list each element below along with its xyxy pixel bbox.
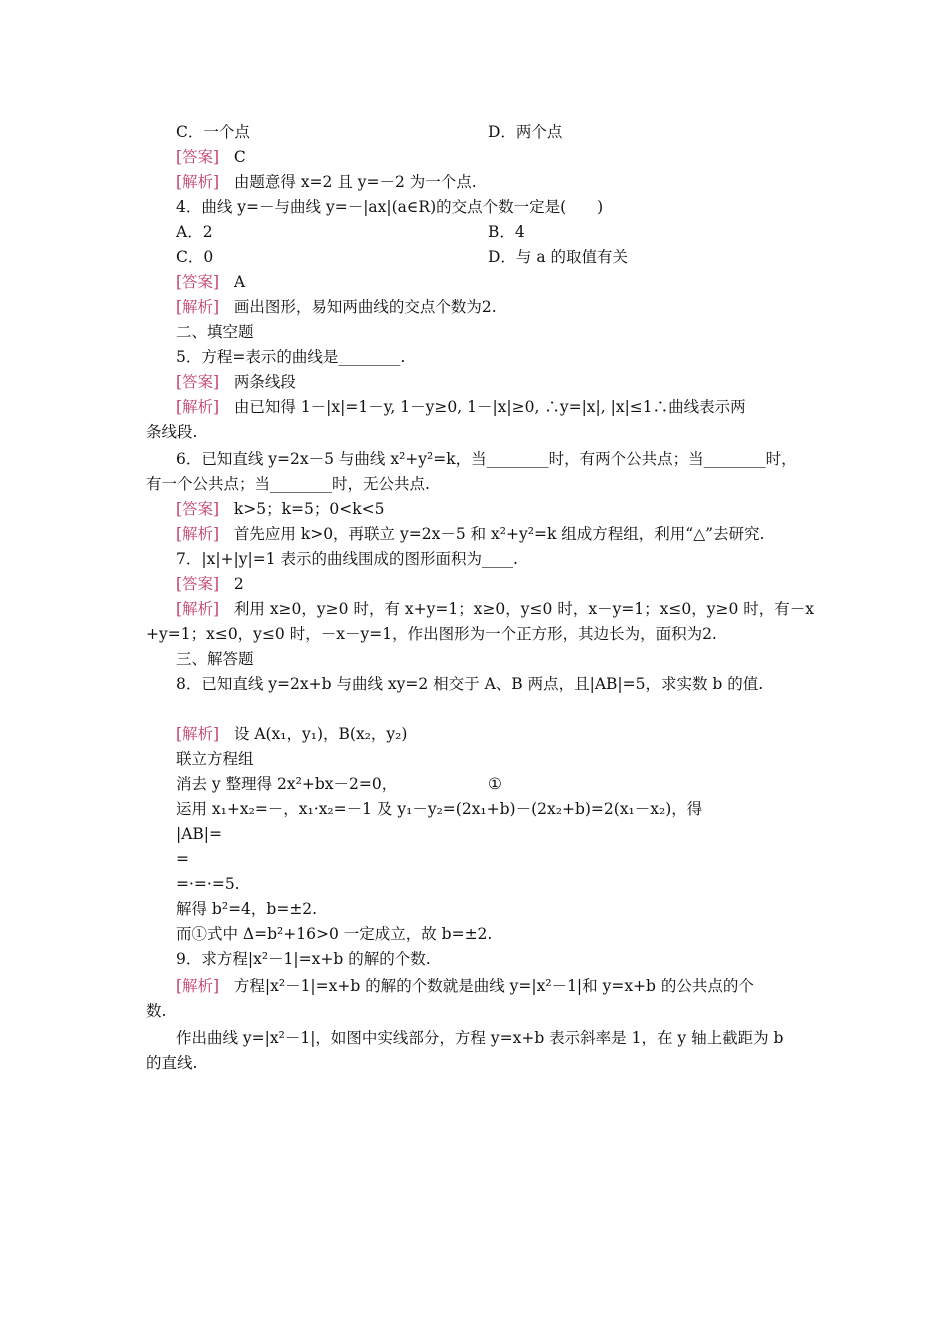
q9-stem: 9．求方程|x²－1|=x+b 的解的个数. [176, 950, 431, 968]
q7-analysis-cont: +y=1；x≤0，y≤0 时，－x－y=1，作出图形为一个正方形，其边长为，面积为2. [146, 625, 717, 643]
q6-stem-cont: 有一个公共点；当________时，无公共点. [146, 475, 430, 493]
answer-tag: [答案] [176, 273, 220, 291]
q4-analysis-line [176, 297, 497, 317]
q6-answer-line [176, 499, 384, 519]
answer-tag: [答案] [176, 148, 220, 166]
q9-line-3: 作出曲线 y=|x²－1|，如图中实线部分，方程 y=x+b 表示斜率是 1，在 y 轴上截距为 b [176, 1029, 784, 1047]
q8-line-5: |AB|= [176, 825, 223, 843]
q6-analysis-line [176, 524, 764, 544]
analysis-tag: [解析] [176, 600, 220, 618]
q3-option-c: C．一个点 [176, 123, 250, 141]
q8-line-7: =·=·=5. [176, 875, 240, 893]
analysis-tag: [解析] [176, 173, 220, 191]
answer-tag: [答案] [176, 373, 220, 391]
answer-tag: [答案] [176, 575, 220, 593]
analysis-tag: [解析] [176, 398, 220, 416]
analysis-tag: [解析] [176, 977, 220, 995]
q8-stem: 8．已知直线 y=2x+b 与曲线 xy=2 相交于 A、B 两点，且|AB|=5，求实数 b 的值. [176, 675, 764, 693]
answer-tag: [答案] [176, 500, 220, 518]
q4-analysis: 画出图形，易知两曲线的交点个数为2. [233, 298, 497, 316]
q6-answer: k>5；k=5；0<k<5 [233, 500, 385, 518]
q4-option-b: B．4 [488, 223, 525, 241]
q7-answer: 2 [233, 575, 244, 593]
section-heading-solve: 三、解答题 [176, 650, 254, 668]
q8-line-4: 运用 x₁+x₂=－，x₁·x₂=－1 及 y₁－y₂=(2x₁+b)－(2x₂+b)=2(x₁－x₂)，得 [176, 800, 703, 818]
q3-analysis-line [176, 172, 477, 192]
q5-answer: 两条线段 [233, 373, 296, 391]
q4-option-c: C．0 [176, 248, 214, 266]
q7-answer-line [176, 574, 244, 594]
q5-stem: 5．方程=表示的曲线是________. [176, 348, 406, 366]
q9-analysis-cont: 数. [146, 1002, 167, 1020]
q8-line-2: 联立方程组 [176, 750, 254, 768]
q9-analysis: 方程|x²－1|=x+b 的解的个数就是曲线 y=|x²－1|和 y=x+b 的公共点的个 [233, 977, 754, 995]
q8-analysis: 设 A(x₁，y₁)，B(x₂，y₂) [233, 725, 408, 743]
q7-analysis-line [176, 599, 814, 619]
q8-line-9: 而①式中 Δ=b²+16>0 一定成立，故 b=±2. [176, 925, 493, 943]
q5-analysis: 由已知得 1－|x|=1－y, 1－y≥0, 1－|x|≥0, ∴y=|x|, |x|≤1∴曲线表示两 [233, 398, 746, 416]
q3-answer-line [176, 147, 246, 167]
q8-equation-mark: ① [488, 775, 502, 793]
q4-answer: A [233, 273, 246, 291]
q9-line-4: 的直线. [146, 1054, 198, 1072]
q4-option-a: A．2 [176, 223, 213, 241]
section-heading-fill-in: 二、填空题 [176, 323, 254, 341]
q4-answer-line [176, 272, 245, 292]
analysis-tag: [解析] [176, 298, 220, 316]
q3-analysis: 由题意得 x=2 且 y=－2 为一个点. [233, 173, 477, 191]
q9-analysis-line [176, 976, 754, 996]
q8-line-6: = [176, 850, 189, 868]
q8-analysis-line [176, 724, 407, 744]
q6-stem: 6．已知直线 y=2x－5 与曲线 x²+y²=k，当________时，有两个公共点；当________时， [176, 450, 797, 468]
q8-line-3: 消去 y 整理得 2x²+bx－2=0， [176, 775, 398, 793]
q4-stem: 4．曲线 y=－与曲线 y=－|ax|(a∈R)的交点个数一定是( ) [176, 198, 604, 216]
q5-analysis-line [176, 397, 746, 417]
q7-analysis: 利用 x≥0，y≥0 时，有 x+y=1；x≥0，y≤0 时，x－y=1；x≤0，y≥0 时，有－x [233, 600, 815, 618]
analysis-tag: [解析] [176, 525, 220, 543]
q7-stem: 7．|x|+|y|=1 表示的曲线围成的图形面积为____. [176, 550, 518, 568]
q3-answer: C [233, 148, 246, 166]
analysis-tag: [解析] [176, 725, 220, 743]
q6-analysis: 首先应用 k>0，再联立 y=2x－5 和 x²+y²=k 组成方程组，利用“△”去研究. [233, 525, 765, 543]
q4-option-d: D．与 a 的取值有关 [488, 248, 629, 266]
q5-analysis-cont: 条线段. [146, 423, 198, 441]
q5-answer-line [176, 372, 296, 392]
q8-line-8: 解得 b²=4，b=±2. [176, 900, 318, 918]
q3-option-d: D．两个点 [488, 123, 563, 141]
